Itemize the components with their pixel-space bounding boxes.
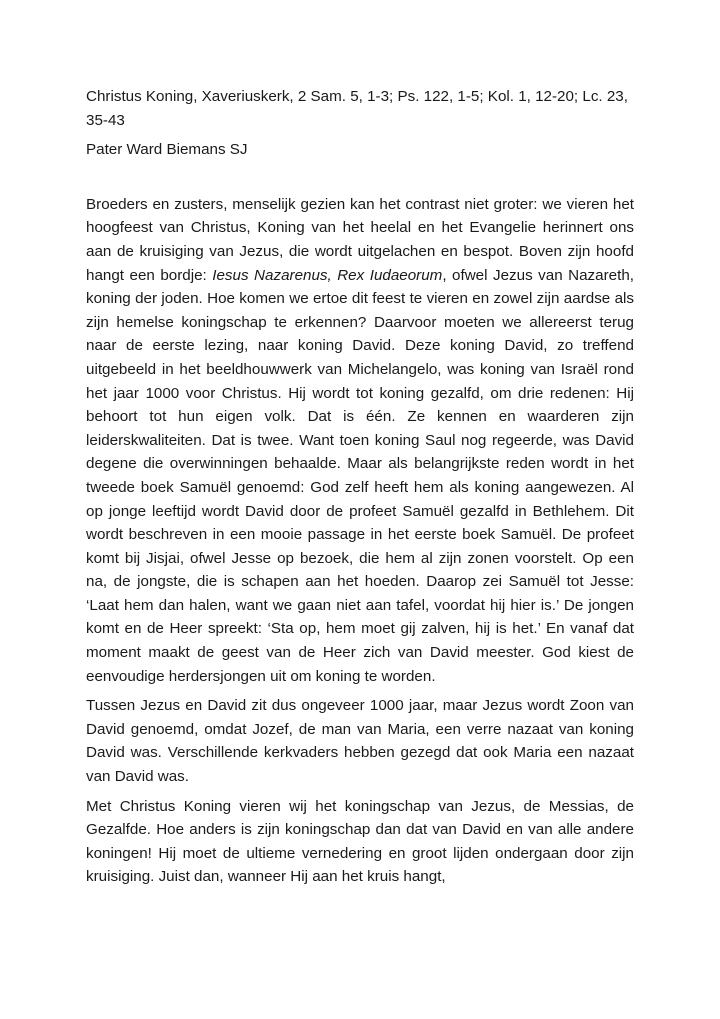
paragraph-1 <box>86 193 634 688</box>
header-spacer <box>86 162 634 193</box>
document-author: Pater Ward Biemans SJ <box>86 141 248 159</box>
document-title: Christus Koning, Xaveriuskerk, 2 Sam. 5, 1-3; Ps. 122, 1-5; Kol. 1, 12-20; Lc. 23, 35-43 <box>86 88 628 129</box>
document-page <box>86 85 634 895</box>
paragraph-3: Met Christus Koning vieren wij het koningschap van Jezus, de Messias, de Gezalfde. Hoe anders is zijn koningschap dan dat van David en van alle andere koningen! Hij moet de ultieme vernedering en groot lijden ondergaan door zijn kruisiging. Juist dan, wanneer Hij aan het kruis hangt, <box>86 797 634 886</box>
paragraph-2: Tussen Jezus en David zit dus ongeveer 1000 jaar, maar Jezus wordt Zoon van David genoemd, omdat Jozef, de man van Maria, een verre nazaat van koning David was. Verschillende kerkvaders hebben gezegd dat ook Maria een nazaat van David was. <box>86 697 634 786</box>
paragraph-1-text-a: Broeders en zusters, menselijk gezien kan het contrast niet groter: we vieren het hoogfeest van Christus, Koning van het heelal en het Evangelie herinnert ons aan de kruisiging van Jezus, die wordt uitgelachen en bespot. Boven zijn hoofd hangt een bordje: <box>86 195 634 284</box>
paragraph-1-text-b: , ofwel Jezus van Nazareth, koning der joden. Hoe komen we ertoe dit feest te vieren en zowel zijn aardse als zijn hemelse koningschap te erkennen? Daarvoor moeten we allereerst terug naar de eerste lezing, naar koning David. Deze koning David, zo treffend uitgebeeld in het beeldhouwwerk van Michelangelo, was koning van Israël rond het jaar 1000 voor Christus. Hij wordt tot koning gezalfd, om drie redenen: Hij behoort tot hun eigen volk. Dat is één. Ze kennen en waarderen zijn leiderskwaliteiten. Dat is twee. Want toen koning Saul nog regeerde, was David degene die overwinningen behaalde. Maar als belangrijkste reden wordt in het tweede boek Samuël genoemd: God zelf heeft hem als koning aangewezen. Al op jonge leeftijd wordt David door de profeet Samuël gezalfd in Bethlehem. Dit wordt beschreven in een mooie passage in het eerste boek Samuël. De profeet komt bij Jisjai, ofwel Jesse op bezoek, die hem al zijn zonen voorstelt. Op een na, de jongste, die is schapen aan het hoeden. Daarop zei Samuël tot Jesse: ‘Laat hem dan halen, want we gaan niet aan tafel, voordat hij hier is.’ De jongen komt en de Heer spreekt: ‘Sta op, hem moet gij zalven, hij is het.’ En vanaf dat moment maakt de geest van de Heer zich van David meester. God kiest de eenvoudige herdersjongen uit om koning te worden. <box>86 266 634 685</box>
paragraph-1-italic-inscription: Iesus Nazarenus, Rex Iudaeorum <box>212 266 443 284</box>
